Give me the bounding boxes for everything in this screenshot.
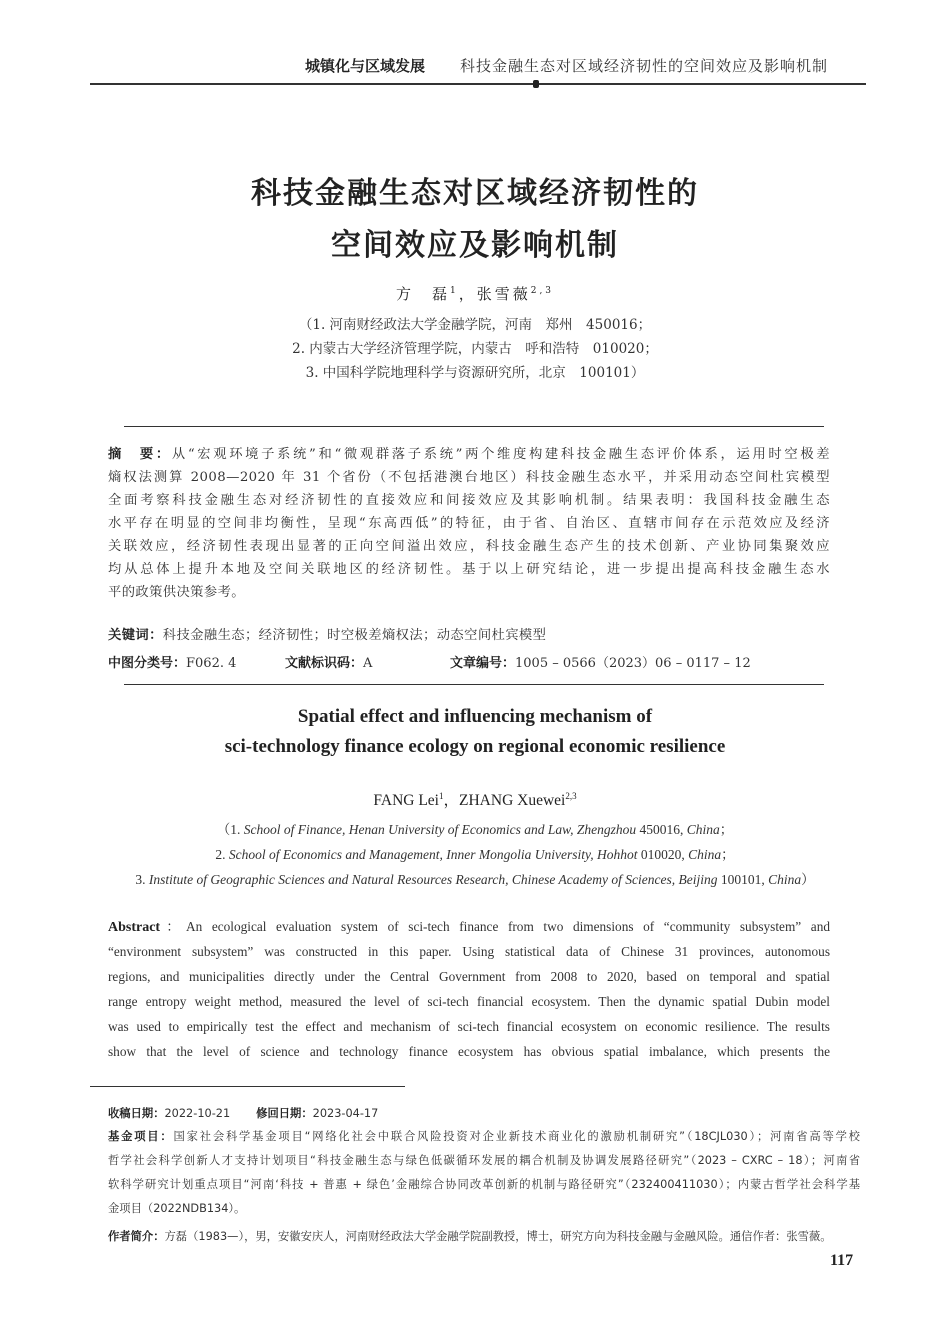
article-number-value: 1005 – 0566（2023）06 – 0117 – 12 [515, 656, 751, 671]
fund-line-4: 金项目（2022NDB134）。 [108, 1202, 246, 1215]
author-cn-2-sup: 2,3 [530, 286, 555, 296]
abstract-en-line-4: range entropy weight method, measured the level of sci-tech financial ecosystem. Then the dynamic spatial Dubin model [108, 994, 830, 1009]
fund-line-2: 哲学社会科学创新人才支持计划项目“科技金融生态与绿色低碳循环发展的耦合机制及协调发展路径研究”（2023 – CXRC – 18）；河南省 [108, 1154, 860, 1167]
author-en-sep: ， [443, 792, 460, 809]
abstract-en-line-1 [108, 914, 830, 940]
author-cn-1-sup: 1 [449, 286, 459, 296]
fund-line-3: 软科学研究计划重点项目“河南‘科技 + 普惠 + 绿色’金融综合协同改革创新的机制与路径研究”（232400411030）；内蒙古哲学社会科学基 [108, 1178, 860, 1191]
author-bio [108, 1226, 860, 1247]
authors-cn [0, 283, 950, 304]
abstract-cn-line-2: 熵权法测算 2008—2020 年 31 个省份（不包括港澳台地区）科技金融生态水平，并采用动态空间杜宾模型 [108, 470, 830, 485]
abstract-en-line-3: regions, and municipalities directly under the Central Government from 2008 to 2020, based on temporal and spatial [108, 969, 830, 984]
aff-en-1-pre: （1. [216, 822, 244, 837]
abstract-cn-text-1: 从“宏观环境子系统”和“微观群落子系统”两个维度构建科技金融生态评价体系，运用时空极差 [171, 447, 830, 462]
footnote-rule [90, 1086, 405, 1087]
header-section: 城镇化与区域发展 [305, 57, 426, 75]
aff-en-3-end: ） [801, 872, 815, 887]
abstract-en-label: Abstract [108, 920, 161, 935]
header-rule-marker [533, 80, 539, 88]
abstract-cn-line-7: 平的政策供决策参考。 [108, 585, 245, 600]
abstract-bottom-rule [124, 684, 824, 685]
aff-en-2-pre: 2. [215, 847, 229, 862]
header-rule [90, 83, 866, 85]
abstract-en-line-6: show that the level of science and technology finance ecosystem has obvious spatial imbalance, which presents the [108, 1044, 830, 1059]
affiliation-cn-2: 2. 内蒙古大学经济管理学院，内蒙古 呼和浩特 010020； [292, 341, 658, 357]
authors-en [0, 788, 950, 810]
aff-en-2-zip: 010020, [637, 847, 689, 862]
abstract-cn-line-1 [108, 443, 830, 466]
affiliation-en-1 [0, 818, 950, 838]
author-cn-2: 张雪薇 [476, 285, 531, 303]
fund-line-1 [108, 1126, 860, 1147]
author-cn-sep: ， [458, 285, 477, 303]
abstract-en-text-1: An ecological evaluation system of sci-tech finance from two dimensions of “community subsystem” and [185, 919, 830, 934]
author-en-1-sup: 1 [439, 790, 444, 801]
header-running-title: 科技金融生态对区域经济韧性的空间效应及影响机制 [460, 57, 829, 75]
clc-value: F062. 4 [186, 656, 237, 671]
doc-label: 文献标识码： [285, 656, 364, 671]
article-number [450, 652, 751, 671]
abstract-cn-line-5: 关联效应，经济韧性表现出显著的正向空间溢出效应，科技金融生态产生的技术创新、产业协同集聚效应 [108, 539, 830, 554]
author-en-2-sup: 2,3 [565, 790, 577, 801]
aff-en-3-country: China [768, 872, 802, 887]
keywords-label: 关键词： [108, 628, 163, 643]
author-bio-label: 作者简介： [108, 1230, 165, 1243]
abstract-cn-line-3: 全面考察科技金融生态对经济韧性的直接效应和间接效应及其影响机制。结果表明：我国科技金融生态 [108, 493, 830, 508]
page-number: 117 [830, 1252, 854, 1269]
aff-en-1-zip: 450016, [636, 822, 687, 837]
abstract-top-rule [124, 426, 824, 427]
keywords [108, 624, 830, 647]
abstract-en-colon: ： [160, 919, 186, 934]
author-en-2: ZHANG Xuewei [459, 792, 566, 809]
footnote-dates [108, 1103, 860, 1124]
revised-date: 2023-04-17 [312, 1107, 379, 1120]
title-cn-line1: 科技金融生态对区域经济韧性的 [251, 176, 699, 211]
title-en-line1: Spatial effect and influencing mechanism of [297, 706, 653, 727]
author-cn-1: 方 磊 [395, 285, 450, 303]
doc-value: A [363, 656, 373, 671]
aff-en-2-country: China [688, 847, 722, 862]
affiliation-cn-3: 3. 中国科学院地理科学与资源研究所，北京 100101） [305, 365, 645, 381]
affiliation-en-3 [0, 868, 950, 888]
article-number-label: 文章编号： [450, 656, 516, 671]
aff-en-2-end: ； [721, 847, 735, 862]
title-cn-line2: 空间效应及影响机制 [331, 228, 619, 263]
abstract-cn-line-4: 水平存在明显的空间非均衡性，呈现“东高西低”的特征，由于省、自治区、直辖市间存在示范效应及经济 [108, 516, 830, 531]
revised-label: 修回日期： [256, 1107, 313, 1120]
fund-label: 基金项目： [108, 1130, 174, 1143]
clc-label: 中图分类号： [108, 656, 187, 671]
clc-code [108, 652, 236, 671]
affiliation-cn-1: （1. 河南财经政法大学金融学院，河南 郑州 450016； [298, 317, 652, 333]
affiliation-en-2 [0, 843, 950, 863]
abstract-cn-label: 摘 要： [108, 447, 172, 462]
received-date: 2022-10-21 [164, 1107, 231, 1120]
keywords-text: 科技金融生态；经济韧性；时空极差熵权法；动态空间杜宾模型 [162, 628, 547, 643]
aff-en-3-inst: Institute of Geographic Sciences and Natural Resources Research, Chinese Academy of Sciences, Beijing [148, 872, 718, 887]
author-en-1: FANG Lei [373, 792, 439, 809]
abstract-cn-line-6: 均从总体上提升本地及空间关联地区的经济韧性。基于以上研究结论，进一步提出提高科技金融生态水 [108, 562, 830, 577]
title-en-line2: sci-technology finance ecology on regional economic resilience [224, 736, 726, 757]
aff-en-2-inst: School of Economics and Management, Inner Mongolia University, Hohhot [228, 847, 638, 862]
abstract-en-line-2: “environment subsystem” was constructed in this paper. Using statistical data of Chinese 31 provinces, autonomous [108, 944, 830, 959]
aff-en-1-end: ； [719, 822, 734, 837]
fund-text-1: 国家社会科学基金项目“网络化社会中联合风险投资对企业新技术商业化的激励机制研究”（18CJL030）；河南省高等学校 [173, 1130, 860, 1143]
abstract-en-line-5: was used to empirically test the effect and mechanism of sci-tech financial ecosystem on economic resilience. The results [108, 1019, 830, 1034]
received-label: 收稿日期： [108, 1107, 165, 1120]
doc-code [285, 652, 372, 671]
aff-en-1-inst: School of Finance, Henan University of Economics and Law, Zhengzhou [243, 822, 637, 837]
aff-en-3-pre: 3. [135, 872, 149, 887]
author-bio-text: 方磊（1983—），男，安徽安庆人，河南财经政法大学金融学院副教授，博士，研究方向为科技金融与金融风险。通信作者：张雪薇。 [164, 1230, 832, 1243]
aff-en-3-zip: 100101, [717, 872, 769, 887]
aff-en-1-country: China [686, 822, 720, 837]
